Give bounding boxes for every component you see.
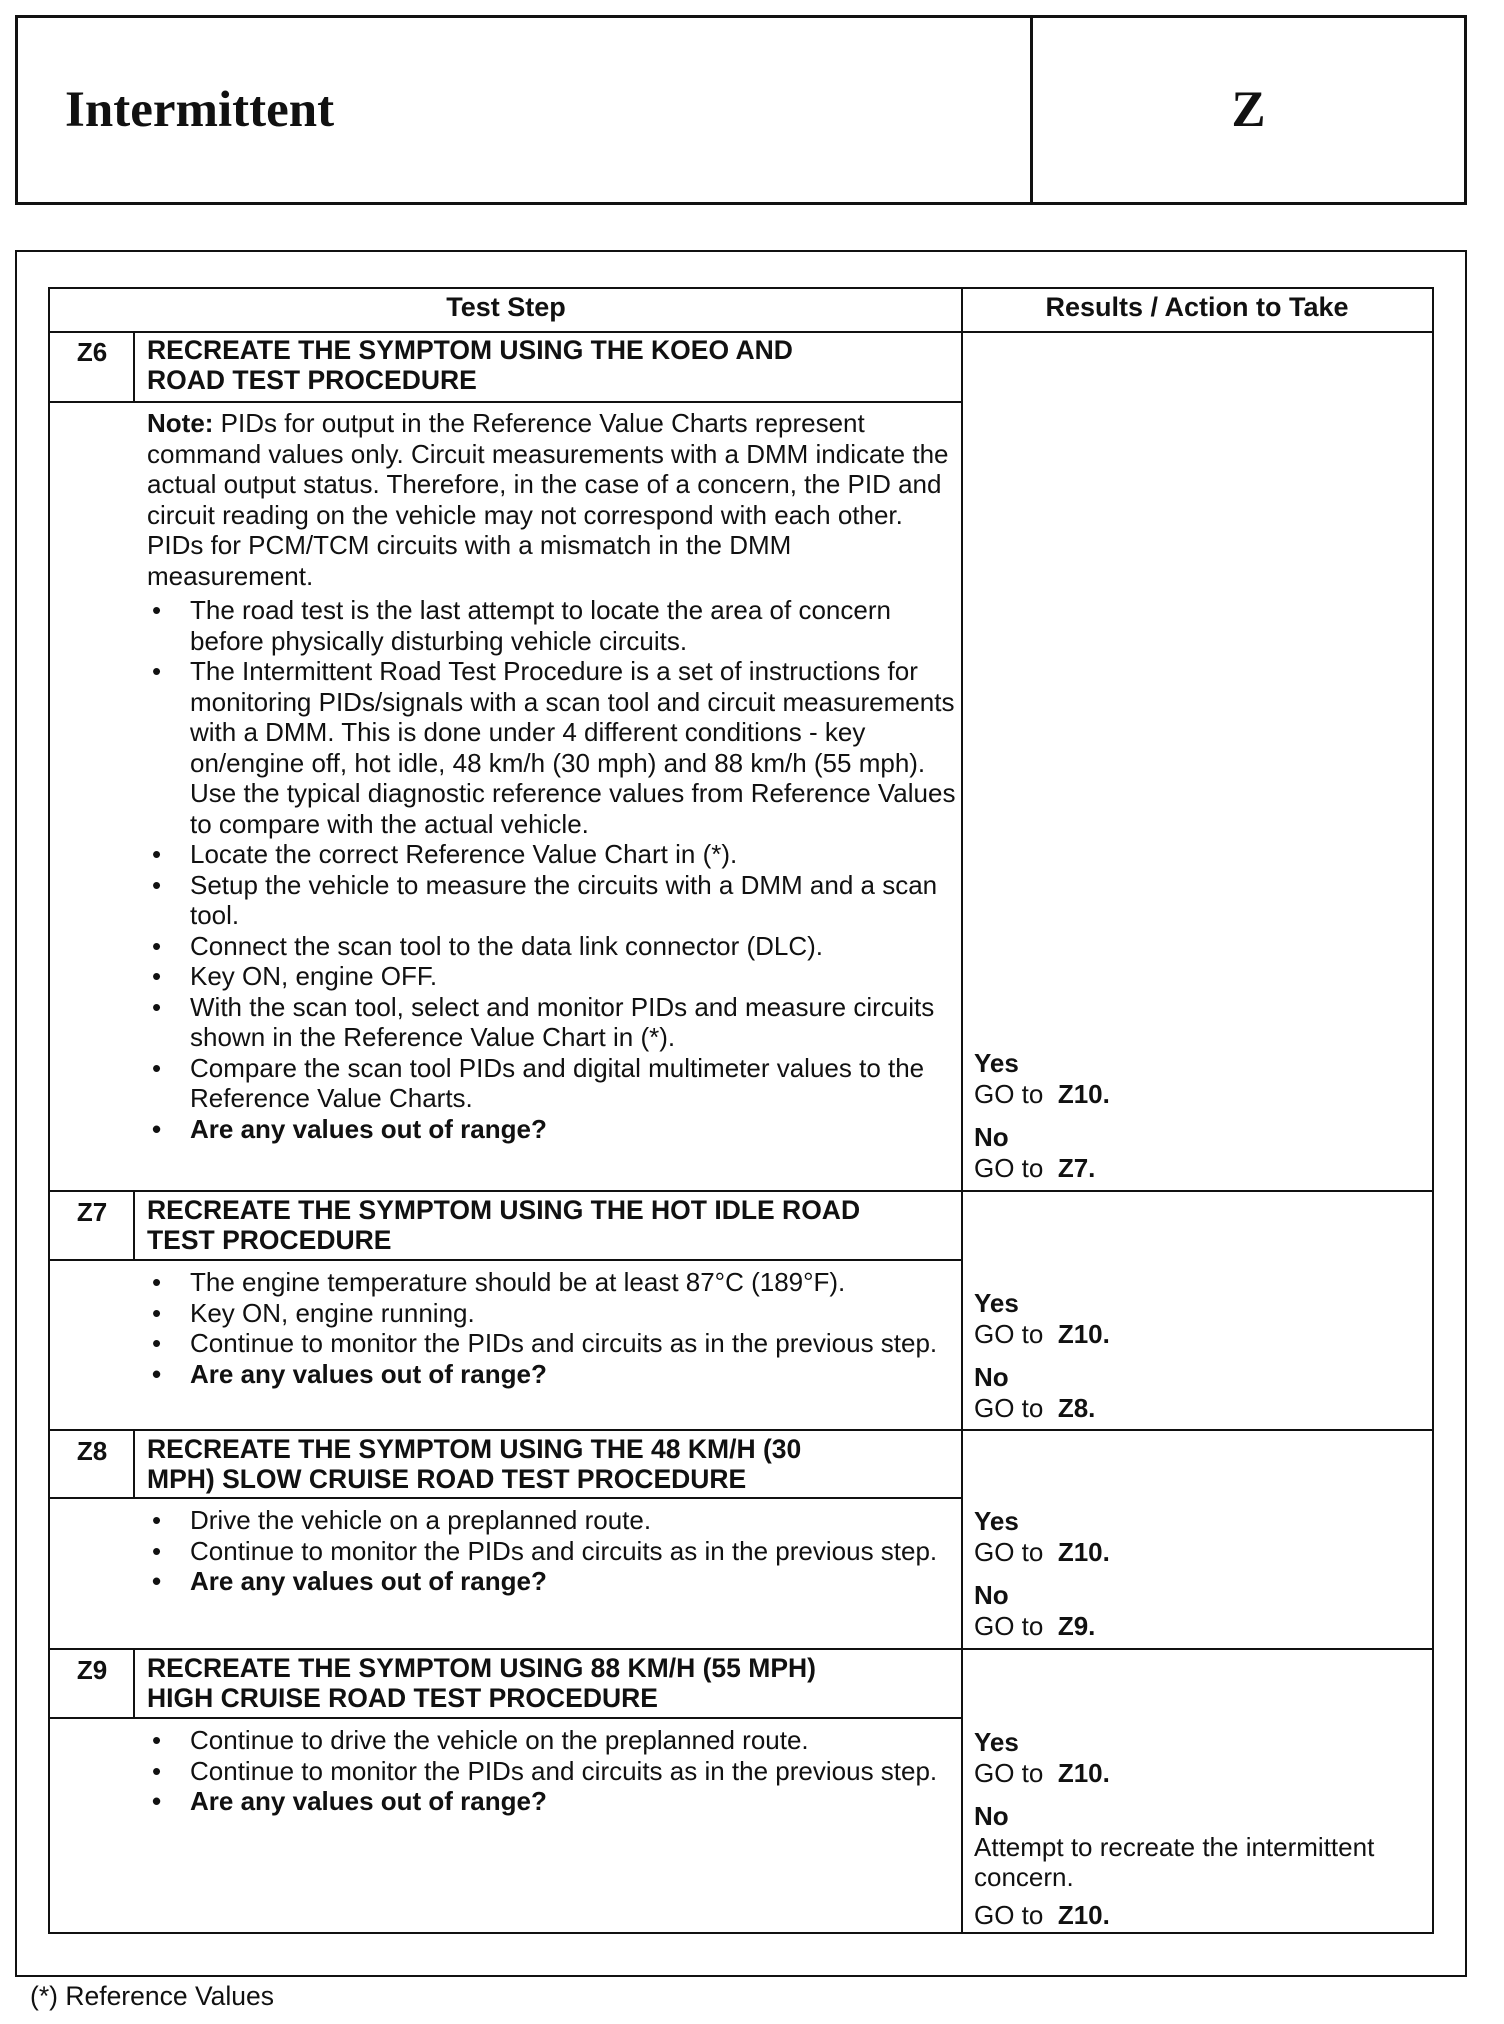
table-rule xyxy=(133,1648,135,1719)
no-label: No xyxy=(974,1362,1009,1392)
no-label: No xyxy=(974,1122,1009,1152)
step-title-line: HIGH CRUISE ROAD TEST PROCEDURE xyxy=(147,1683,658,1713)
table-rule xyxy=(50,1259,961,1261)
list-item: • Compare the scan tool PIDs and digital multimeter values to the Reference Value Charts. xyxy=(147,1053,959,1114)
table-rule xyxy=(50,1497,961,1499)
note-label: Note: xyxy=(147,408,214,438)
no-action: GO to Z8. xyxy=(974,1393,1096,1423)
step-id: Z6 xyxy=(76,337,108,367)
note-paragraph xyxy=(147,408,959,591)
yes-target: Z10. xyxy=(1057,1319,1110,1349)
question-item: • Are any values out of range? xyxy=(147,1359,959,1390)
table-rule xyxy=(133,331,135,403)
table-rule xyxy=(50,1717,961,1719)
step-title-line: RECREATE THE SYMPTOM USING THE 48 KM/H (30 xyxy=(147,1434,802,1464)
list-item: • The Intermittent Road Test Procedure is a set of instructions for monitoring PIDs/signals with a scan tool and circuit measurements with a DMM. This is done under 4 different conditions - key on/engine off, hot idle, 48 km/h (30 mph) and 88 km/h (55 mph). Use the typical diagnostic reference values from Reference Values to compare with the actual vehicle. xyxy=(147,656,959,839)
table-rule xyxy=(133,1190,135,1261)
step-body xyxy=(147,1267,959,1389)
table-rule xyxy=(961,289,963,1932)
list-item: • Continue to drive the vehicle on the preplanned route. xyxy=(147,1725,959,1756)
step-title-line: RECREATE THE SYMPTOM USING THE KOEO AND xyxy=(147,335,793,365)
step-bullets xyxy=(147,1505,959,1597)
list-item: • Drive the vehicle on a preplanned route. xyxy=(147,1505,959,1536)
no-target: Z9. xyxy=(1057,1611,1096,1641)
step-title xyxy=(134,1653,962,1713)
col-header-test-step: Test Step xyxy=(446,292,566,322)
step-id: Z9 xyxy=(76,1655,108,1685)
list-item: • With the scan tool, select and monitor PIDs and measure circuits shown in the Reference Value Chart in (*). xyxy=(147,992,959,1053)
no-action: GO to Z9. xyxy=(974,1611,1096,1641)
yes-label: Yes xyxy=(974,1048,1019,1078)
yes-target: Z10. xyxy=(1057,1079,1110,1109)
yes-label: Yes xyxy=(974,1727,1019,1757)
list-item: • Key ON, engine OFF. xyxy=(147,961,959,992)
list-item: • Continue to monitor the PIDs and circuits as in the previous step. xyxy=(147,1328,959,1359)
question-item: • Are any values out of range? xyxy=(147,1566,959,1597)
question-item: • Are any values out of range? xyxy=(147,1786,959,1817)
step-title xyxy=(134,1195,962,1255)
step-title-line: MPH) SLOW CRUISE ROAD TEST PROCEDURE xyxy=(147,1464,747,1494)
no-action: GO to Z10. xyxy=(974,1900,1110,1930)
result-block xyxy=(974,1048,1424,1184)
step-bullets xyxy=(147,595,959,1144)
table-rule xyxy=(50,1648,1432,1650)
step-bullets xyxy=(147,1267,959,1389)
no-action: GO to Z7. xyxy=(974,1153,1096,1183)
no-label: No xyxy=(974,1580,1009,1610)
col-header-results: Results / Action to Take xyxy=(1045,292,1349,322)
yes-action: GO to Z10. xyxy=(974,1537,1110,1567)
table-rule xyxy=(133,1429,135,1499)
yes-target: Z10. xyxy=(1057,1537,1110,1567)
yes-action: GO to Z10. xyxy=(974,1758,1110,1788)
step-title xyxy=(134,1434,962,1494)
list-item: • Continue to monitor the PIDs and circuits as in the previous step. xyxy=(147,1756,959,1787)
yes-action: GO to Z10. xyxy=(974,1079,1110,1109)
section-letter: Z xyxy=(1231,82,1266,138)
step-id: Z8 xyxy=(76,1436,108,1466)
table-rule xyxy=(50,1429,1432,1431)
footnote: (*) Reference Values xyxy=(30,1981,275,2011)
table-rule xyxy=(50,331,1432,333)
yes-label: Yes xyxy=(974,1506,1019,1536)
list-item: • The road test is the last attempt to locate the area of concern before physically disturbing vehicle circuits. xyxy=(147,595,959,656)
table-rule xyxy=(50,401,961,403)
list-item: • Locate the correct Reference Value Chart in (*). xyxy=(147,839,959,870)
step-body xyxy=(147,1505,959,1597)
no-text: Attempt to recreate the intermittent concern. xyxy=(974,1832,1375,1892)
result-block xyxy=(974,1288,1424,1424)
step-title-line: RECREATE THE SYMPTOM USING THE HOT IDLE ROAD xyxy=(147,1195,861,1225)
page-title: Intermittent xyxy=(18,18,1033,202)
result-block xyxy=(974,1727,1424,1931)
yes-label: Yes xyxy=(974,1288,1019,1318)
step-title xyxy=(134,335,962,395)
page-header xyxy=(15,15,1467,205)
list-item: • Setup the vehicle to measure the circuits with a DMM and a scan tool. xyxy=(147,870,959,931)
yes-action: GO to Z10. xyxy=(974,1319,1110,1349)
question-item: • Are any values out of range? xyxy=(147,1114,959,1145)
step-bullets xyxy=(147,1725,959,1817)
no-target: Z10. xyxy=(1057,1900,1110,1930)
step-body xyxy=(147,1725,959,1817)
step-title-line: ROAD TEST PROCEDURE xyxy=(147,365,477,395)
step-title-line: TEST PROCEDURE xyxy=(147,1225,392,1255)
step-body xyxy=(147,408,959,1144)
no-target: Z7. xyxy=(1057,1153,1096,1183)
table-rule xyxy=(50,1190,1432,1192)
list-item: • The engine temperature should be at least 87°C (189°F). xyxy=(147,1267,959,1298)
step-title-line: RECREATE THE SYMPTOM USING 88 KM/H (55 MPH) xyxy=(147,1653,816,1683)
no-label: No xyxy=(974,1801,1009,1831)
step-id: Z7 xyxy=(76,1197,108,1227)
list-item: • Continue to monitor the PIDs and circuits as in the previous step. xyxy=(147,1536,959,1567)
no-target: Z8. xyxy=(1057,1393,1096,1423)
test-step-table xyxy=(48,287,1434,1934)
list-item: • Connect the scan tool to the data link connector (DLC). xyxy=(147,931,959,962)
result-block xyxy=(974,1506,1424,1642)
note-text: PIDs for output in the Reference Value Charts represent command values only. Circuit measurements with a DMM indicate the actual output status. Therefore, in the case of a concern, the PID and circuit reading on the vehicle may not correspond with each other. PIDs for PCM/TCM circuits with a mismatch in the DMM measurement. xyxy=(147,408,949,591)
yes-target: Z10. xyxy=(1057,1758,1110,1788)
list-item: • Key ON, engine running. xyxy=(147,1298,959,1329)
